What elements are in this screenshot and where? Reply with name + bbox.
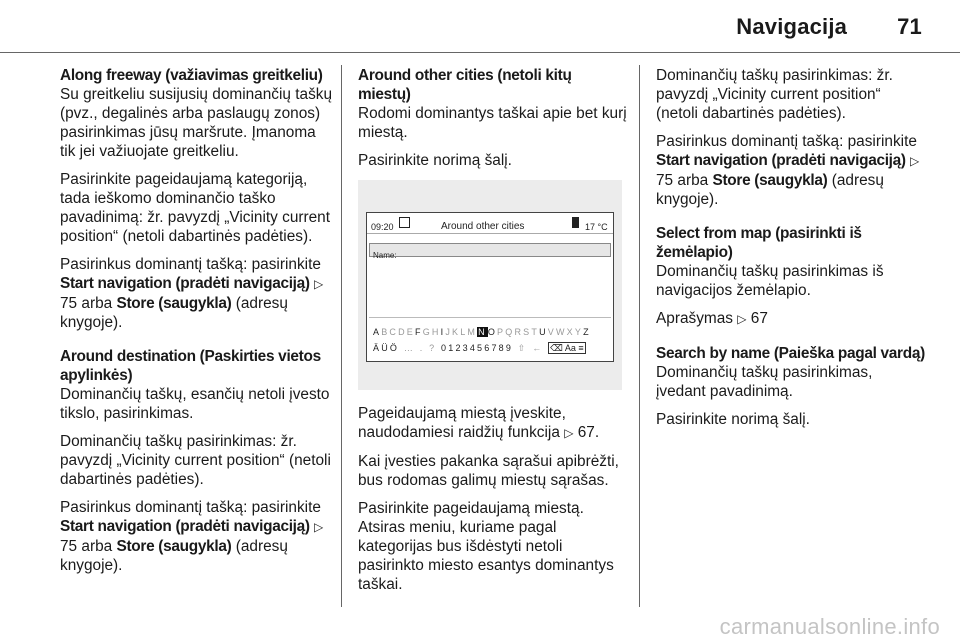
chapter-title: Navigacija (736, 14, 848, 39)
paragraph: Aprašymas ▷ 67 (656, 310, 768, 327)
page-ref-icon: ▷ (910, 154, 920, 168)
paragraph: Kai įvesties pakanka sąrašui apibrėžti, bus rodomas galimų miestų sąrašas. (358, 453, 619, 489)
divider (369, 317, 611, 318)
menu-term: Start navigation (pradėti navigaciją) (60, 518, 310, 535)
column-divider-2 (639, 65, 640, 607)
paragraph: Dominančių taškų pasirinkimas: žr. pavyzdį „Vicinity current position“ (netoli dabartinės padėties). (656, 67, 893, 122)
section-heading: Around destination (Paskirties vietos apylinkės) (60, 348, 321, 384)
paragraph: Dominančių taškų pasirinkimas iš navigacijos žemėlapio. (656, 263, 884, 299)
temperature: 17 °C (585, 222, 608, 232)
paragraph: Pageidaujamą miestą įveskite, naudodamiesi raidžių funkcija ▷ 67. (358, 405, 600, 441)
status-bar (367, 213, 613, 234)
menu-term: Store (saugykla) (116, 538, 232, 555)
paragraph: Pasirinkite pageidaujamą miestą. Atsiras meniu, kuriame pagal kategorijas bus išdėstyti netoli pasirinkto miesto esantys dominantys taškai. (358, 500, 614, 593)
selected-letter: N (478, 327, 487, 337)
menu-term: Start navigation (pradėti navigaciją) (656, 152, 906, 169)
clock: 09:20 (371, 222, 394, 232)
paragraph: Rodomi dominantys taškai apie bet kurį miestą. (358, 105, 627, 141)
column-divider-1 (341, 65, 342, 607)
display-screen (366, 212, 614, 362)
display-screenshot (358, 180, 622, 390)
page-ref-icon: ▷ (314, 520, 324, 534)
paragraph: Pasirinkite pageidaujamą kategoriją, tada ieškomo dominančio taško pavadinimą: žr. pavyzdį „Vicinity current position“ (netoli dabartinės padėties). (60, 171, 331, 245)
page-ref-icon: ▷ (737, 312, 747, 326)
back-icon (399, 217, 410, 228)
page-ref-icon: ▷ (564, 426, 574, 440)
page-header (736, 14, 922, 40)
paragraph: Su greitkeliu susijusių dominančių taškų (pvz., degalinės arba paslaugų zonos) pasirinkimas jūsų maršrute. Įmanoma tik jei važiuojate greitkeliu. (60, 86, 333, 160)
paragraph: Pasirinkite norimą šalį. (656, 411, 810, 428)
page-number: 71 (897, 14, 922, 39)
paragraph: Pasirinkus dominantį tašką: pasirinkite Start navigation (pradėti navigaciją) ▷ 75 arba Store (saugykla) (adresų knygoje). (60, 499, 324, 574)
column-1 (60, 66, 335, 584)
paragraph: Dominančių taškų pasirinkimas: žr. pavyzdį „Vicinity current position“ (netoli dabartinės padėties). (60, 433, 331, 488)
screen-title: Around other cities (441, 221, 525, 232)
menu-term: Start navigation (pradėti navigaciją) (60, 275, 310, 292)
name-input: Name: (369, 243, 611, 257)
delete-case-keys: ⌫ Aa ≡ (550, 343, 584, 353)
header-rule (0, 52, 960, 53)
watermark: carmanualsonline.info (719, 614, 940, 639)
column-2 (358, 66, 628, 603)
paragraph: Pasirinkus dominantį tašką: pasirinkite Start navigation (pradėti navigaciją) ▷ 75 arba Store (saugykla) (adresų knygoje). (656, 133, 920, 208)
menu-term: Store (saugykla) (712, 172, 828, 189)
section-heading: Around other cities (netoli kitų miestų) (358, 67, 572, 103)
section-heading: Along freeway (važiavimas greitkeliu) (60, 67, 323, 84)
menu-term: Store (saugykla) (116, 295, 232, 312)
column-3 (656, 66, 926, 438)
page-ref-icon: ▷ (314, 277, 324, 291)
paragraph: Pasirinkite norimą šalį. (358, 152, 512, 169)
letter-row: ABCDEFGHIJKLMNOPQRSTUVWXYZ (373, 327, 591, 337)
paragraph: Pasirinkus dominantį tašką: pasirinkite Start navigation (pradėti navigaciją) ▷ 75 arba Store (saugykla) (adresų knygoje). (60, 256, 324, 331)
paragraph: Dominančių taškų, esančių netoli įvesto tikslo, pasirinkimas. (60, 386, 330, 422)
paragraph: Dominančių taškų pasirinkimas, įvedant pavadinimą. (656, 364, 873, 400)
section-heading: Search by name (Paieška pagal vardą) (656, 345, 925, 362)
symbol-row: ÄÜÖ … . ? 0123456789 ⇧ ← ⌫ Aa ≡ (373, 343, 584, 353)
phone-icon (572, 217, 579, 228)
section-heading: Select from map (pasirinkti iš žemėlapio) (656, 225, 862, 261)
